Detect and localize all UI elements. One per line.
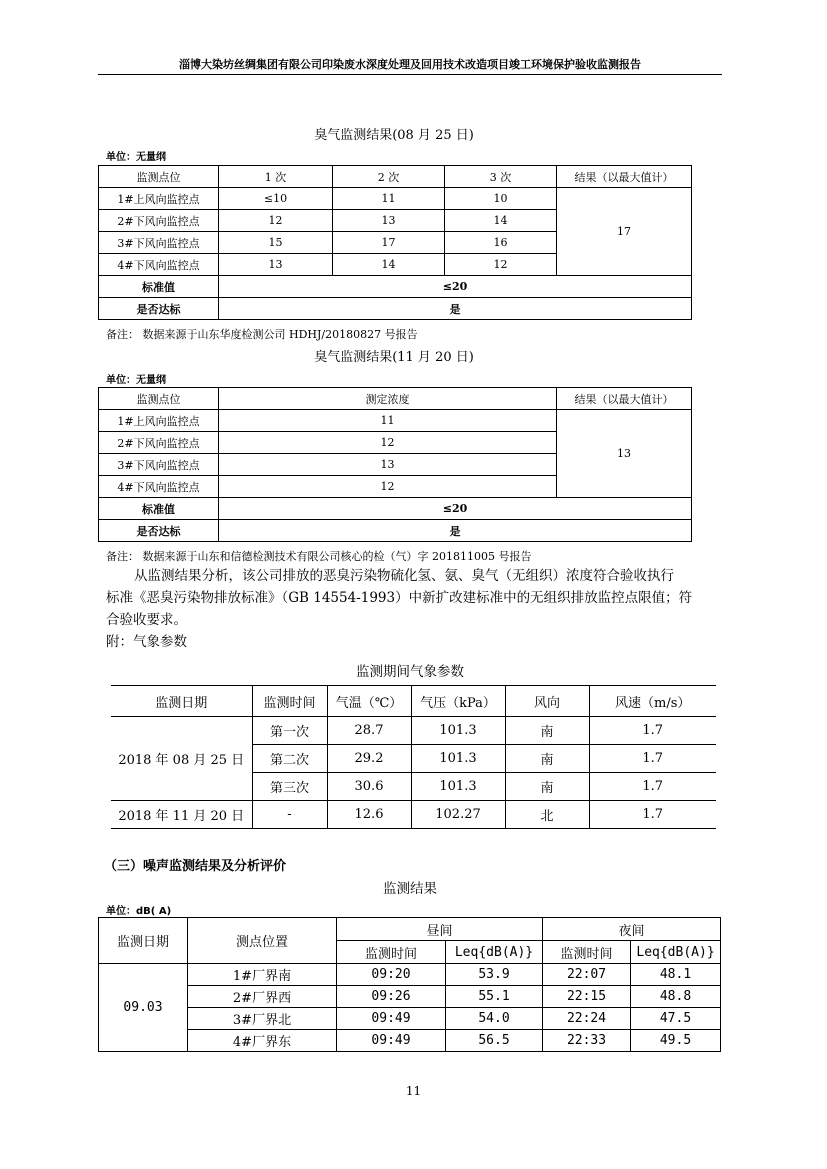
cell-value: 12 [445, 254, 557, 276]
cell-night-leq: 49.5 [631, 1030, 721, 1052]
cell-pressure: 101.3 [411, 717, 505, 745]
cell-point: 2#厂界西 [188, 986, 337, 1008]
cell-day-leq: 55.1 [446, 986, 543, 1008]
odor1-caption: 臭气监测结果(08 月 25 日) [314, 128, 474, 143]
cell-wind-dir: 南 [505, 745, 589, 773]
cell-day-time: 09:26 [337, 986, 446, 1008]
noise-unit: 单位：dB( A) [106, 906, 172, 917]
odor2-col-point: 监测点位 [99, 388, 219, 410]
odor2-col-conc: 测定浓度 [219, 388, 557, 410]
cell-wind-dir: 北 [505, 801, 589, 829]
weather-col-date: 监测日期 [111, 686, 252, 717]
odor1-unit: 单位：无量纲 [106, 152, 166, 163]
appendix-label: 附：气象参数 [106, 634, 187, 650]
weather-caption: 监测期间气象参数 [356, 664, 464, 680]
weather-col-time: 监测时间 [252, 686, 327, 717]
odor1-note: 备注： 数据来源于山东华度检测公司 HDHJ/20180827 号报告 [106, 328, 418, 341]
cell-point: 3#下风向监控点 [99, 454, 219, 476]
noise-col-date: 监测日期 [99, 918, 188, 964]
odor2-col-result: 结果（以最大值计） [557, 388, 692, 410]
cell-wind-speed: 1.7 [589, 745, 716, 773]
table-row [99, 410, 692, 432]
odor2-unit: 单位：无量纲 [106, 375, 166, 386]
weather-table [111, 685, 716, 829]
cell-value: 11 [219, 410, 557, 432]
odor2-caption: 臭气监测结果(11 月 20 日) [314, 350, 474, 365]
weather-col-temp: 气温（℃） [327, 686, 411, 717]
cell-value: 12 [219, 476, 557, 498]
compliance-value: 是 [219, 298, 692, 320]
page-header: 淄博大染坊丝绸集团有限公司印染废水深度处理及回用技术改造项目竣工环境保护验收监测报告 [179, 58, 641, 71]
cell-point: 4#下风向监控点 [99, 254, 219, 276]
cell-time: - [252, 801, 327, 829]
cell-pressure: 102.27 [411, 801, 505, 829]
weather-col-pressure: 气压（kPa） [411, 686, 505, 717]
cell-night-time: 22:33 [543, 1030, 631, 1052]
weather-header-row [111, 686, 716, 717]
cell-temp: 30.6 [327, 773, 411, 801]
table-row [99, 1008, 721, 1030]
noise-col-day-leq: Leq{dB(A)} [446, 941, 543, 964]
cell-night-leq: 47.5 [631, 1008, 721, 1030]
noise-col-point: 测点位置 [188, 918, 337, 964]
cell-wind-speed: 1.7 [589, 773, 716, 801]
cell-temp: 28.7 [327, 717, 411, 745]
cell-point: 4#厂界东 [188, 1030, 337, 1052]
cell-time: 第一次 [252, 717, 327, 745]
compliance-row [99, 520, 692, 542]
standard-row [99, 276, 692, 298]
noise-col-night-time: 监测时间 [543, 941, 631, 964]
analysis-line-3: 合验收要求。 [106, 612, 187, 628]
odor2-result: 13 [557, 410, 692, 498]
analysis-line-1: 从监测结果分析，该公司排放的恶臭污染物硫化氢、氨、臭气（无组织）浓度符合验收执行 [134, 568, 674, 584]
cell-value: 12 [219, 210, 333, 232]
weather-date: 2018 年 08 月 25 日 [111, 717, 252, 801]
cell-value: 15 [219, 232, 333, 254]
odor1-col-3: 3 次 [445, 166, 557, 188]
standard-row [99, 498, 692, 520]
noise-caption: 监测结果 [383, 881, 437, 897]
cell-point: 1#上风向监控点 [99, 410, 219, 432]
table-row [99, 986, 721, 1008]
odor1-table [98, 165, 692, 320]
cell-value: 16 [445, 232, 557, 254]
odor1-col-result: 结果（以最大值计） [557, 166, 692, 188]
cell-temp: 29.2 [327, 745, 411, 773]
compliance-label: 是否达标 [99, 298, 219, 320]
cell-day-leq: 53.9 [446, 964, 543, 986]
cell-wind-dir: 南 [505, 773, 589, 801]
cell-night-leq: 48.8 [631, 986, 721, 1008]
noise-col-night: 夜间 [543, 918, 721, 941]
odor1-header-row [99, 166, 692, 188]
cell-point: 1#厂界南 [188, 964, 337, 986]
table-row [111, 717, 716, 745]
cell-value: ≤10 [219, 188, 333, 210]
odor2-table [98, 387, 692, 542]
cell-time: 第三次 [252, 773, 327, 801]
header-rule [98, 74, 722, 75]
noise-section-title: （三）噪声监测结果及分析评价 [104, 859, 287, 874]
cell-night-time: 22:15 [543, 986, 631, 1008]
cell-value: 14 [333, 254, 445, 276]
noise-date: 09.03 [99, 964, 188, 1052]
cell-day-leq: 54.0 [446, 1008, 543, 1030]
cell-point: 3#厂界北 [188, 1008, 337, 1030]
odor2-note: 备注： 数据来源于山东和信德检测技术有限公司核心的检（气）字 201811005 号报告 [106, 550, 532, 563]
standard-label: 标准值 [99, 276, 219, 298]
noise-col-day: 昼间 [337, 918, 543, 941]
cell-value: 17 [333, 232, 445, 254]
odor2-header-row [99, 388, 692, 410]
weather-date: 2018 年 11 月 20 日 [111, 801, 252, 829]
cell-day-time: 09:49 [337, 1008, 446, 1030]
cell-point: 3#下风向监控点 [99, 232, 219, 254]
cell-value: 13 [219, 254, 333, 276]
cell-pressure: 101.3 [411, 745, 505, 773]
cell-wind-dir: 南 [505, 717, 589, 745]
compliance-label: 是否达标 [99, 520, 219, 542]
standard-value: ≤20 [219, 276, 692, 298]
cell-wind-speed: 1.7 [589, 801, 716, 829]
cell-day-time: 09:20 [337, 964, 446, 986]
cell-pressure: 101.3 [411, 773, 505, 801]
compliance-row [99, 298, 692, 320]
cell-value: 10 [445, 188, 557, 210]
cell-time: 第二次 [252, 745, 327, 773]
noise-col-night-leq: Leq{dB(A)} [631, 941, 721, 964]
odor1-result: 17 [557, 188, 692, 276]
cell-point: 1#上风向监控点 [99, 188, 219, 210]
cell-day-time: 09:49 [337, 1030, 446, 1052]
cell-value: 13 [219, 454, 557, 476]
cell-value: 11 [333, 188, 445, 210]
table-row [99, 188, 692, 210]
compliance-value: 是 [219, 520, 692, 542]
cell-night-leq: 48.1 [631, 964, 721, 986]
cell-temp: 12.6 [327, 801, 411, 829]
odor1-col-point: 监测点位 [99, 166, 219, 188]
cell-day-leq: 56.5 [446, 1030, 543, 1052]
cell-value: 14 [445, 210, 557, 232]
odor1-col-1: 1 次 [219, 166, 333, 188]
cell-wind-speed: 1.7 [589, 717, 716, 745]
page-number: 11 [405, 1084, 422, 1098]
standard-label: 标准值 [99, 498, 219, 520]
noise-col-day-time: 监测时间 [337, 941, 446, 964]
cell-value: 12 [219, 432, 557, 454]
cell-point: 4#下风向监控点 [99, 476, 219, 498]
table-row [99, 964, 721, 986]
cell-point: 2#下风向监控点 [99, 210, 219, 232]
weather-col-wind-dir: 风向 [505, 686, 589, 717]
cell-night-time: 22:07 [543, 964, 631, 986]
cell-night-time: 22:24 [543, 1008, 631, 1030]
odor1-col-2: 2 次 [333, 166, 445, 188]
analysis-line-2: 标准《恶臭污染物排放标准》（GB 14554-1993）中新扩改建标准中的无组织排放监控点限值；符 [106, 590, 693, 606]
noise-table [98, 917, 721, 1052]
cell-point: 2#下风向监控点 [99, 432, 219, 454]
weather-col-wind-speed: 风速（m/s） [589, 686, 716, 717]
standard-value: ≤20 [219, 498, 692, 520]
cell-value: 13 [333, 210, 445, 232]
noise-header-row-1 [99, 918, 721, 941]
table-row [99, 1030, 721, 1052]
table-row [111, 801, 716, 829]
